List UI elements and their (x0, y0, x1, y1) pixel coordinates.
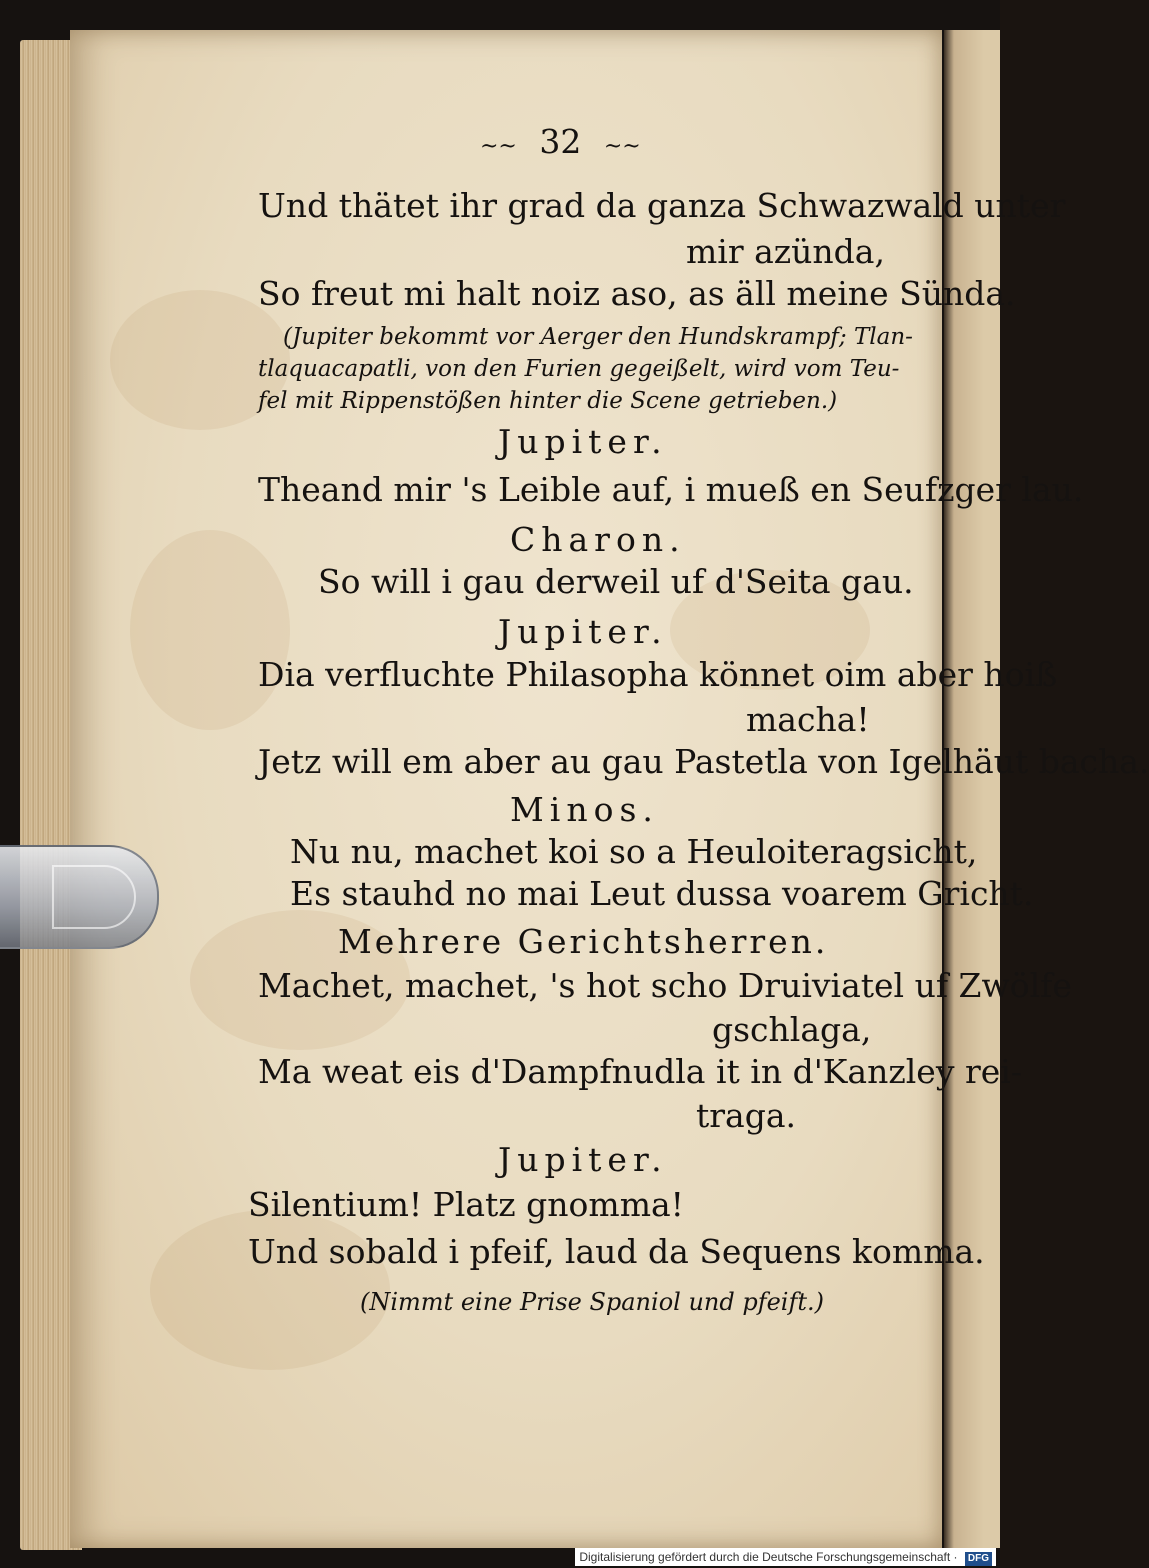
page-number: 32 (539, 122, 582, 161)
verse-line: mir azünda, (686, 232, 885, 271)
verse-line: So will i gau derweil uf d'Seita gau. (318, 562, 914, 601)
verse-line: macha! (746, 700, 870, 739)
next-page-edge (944, 30, 1000, 1548)
dfg-logo: DFG (965, 1552, 992, 1566)
metal-page-clip (0, 845, 159, 949)
verse-line: traga. (696, 1096, 796, 1135)
verse-line: Es stauhd no mai Leut dussa voarem Gricht. (290, 874, 1034, 913)
ornament-left: ~~ (480, 134, 517, 159)
stage-direction: tlaquacapatli, von den Furien gegeißelt, wird vom Teu- (258, 356, 900, 382)
verse-line: Machet, machet, 's hot scho Druiviatel uf Zwölfe (258, 966, 1072, 1005)
speaker-name: Mehrere Gerichtsherren. (338, 922, 829, 961)
ornament-right: ~~ (603, 134, 641, 159)
verse-line: Theand mir 's Leible auf, i mueß en Seufzger lau. (258, 470, 1084, 509)
verse-line: gschlaga, (712, 1010, 872, 1049)
verse-line: Ma weat eis d'Dampfnudla it in d'Kanzley rei- (258, 1052, 1022, 1091)
verse-line: Dia verfluchte Philasopha könnet oim aber hoiß (258, 655, 1058, 694)
stage-direction: fel mit Rippenstößen hinter die Scene getrieben.) (258, 388, 838, 414)
verse-line: Jetz will em aber au gau Pastetla von Igelhäut bacha. (258, 742, 1149, 781)
verse-line: Nu nu, machet koi so a Heuloiteragsicht, (290, 832, 978, 871)
footer-text: Digitalisierung gefördert durch die Deutsche Forschungsgemeinschaft · (579, 1550, 958, 1564)
verse-line: Silentium! Platz gnomma! (248, 1185, 684, 1224)
speaker-name: Jupiter. (498, 1140, 668, 1179)
page-header (480, 122, 641, 161)
verse-line: Und sobald i pfeif, laud da Sequens komma. (248, 1232, 985, 1271)
verse-line: Und thätet ihr grad da ganza Schwazwald unter (258, 186, 1066, 225)
speaker-name: Jupiter. (498, 612, 668, 651)
clip-highlight (52, 865, 136, 929)
speaker-name: Charon. (510, 520, 686, 559)
speaker-name: Minos. (510, 790, 659, 829)
verse-line: So freut mi halt noiz aso, as äll meine Sünda. (258, 274, 1016, 313)
speaker-name: Jupiter. (498, 422, 668, 461)
stage-direction: (Jupiter bekommt vor Aerger den Hundskrampf; Tlan- (283, 324, 913, 350)
digitization-footer (575, 1548, 996, 1566)
foxing-stain (130, 530, 290, 730)
stage-direction: (Nimmt eine Prise Spaniol und pfeift.) (360, 1288, 824, 1316)
